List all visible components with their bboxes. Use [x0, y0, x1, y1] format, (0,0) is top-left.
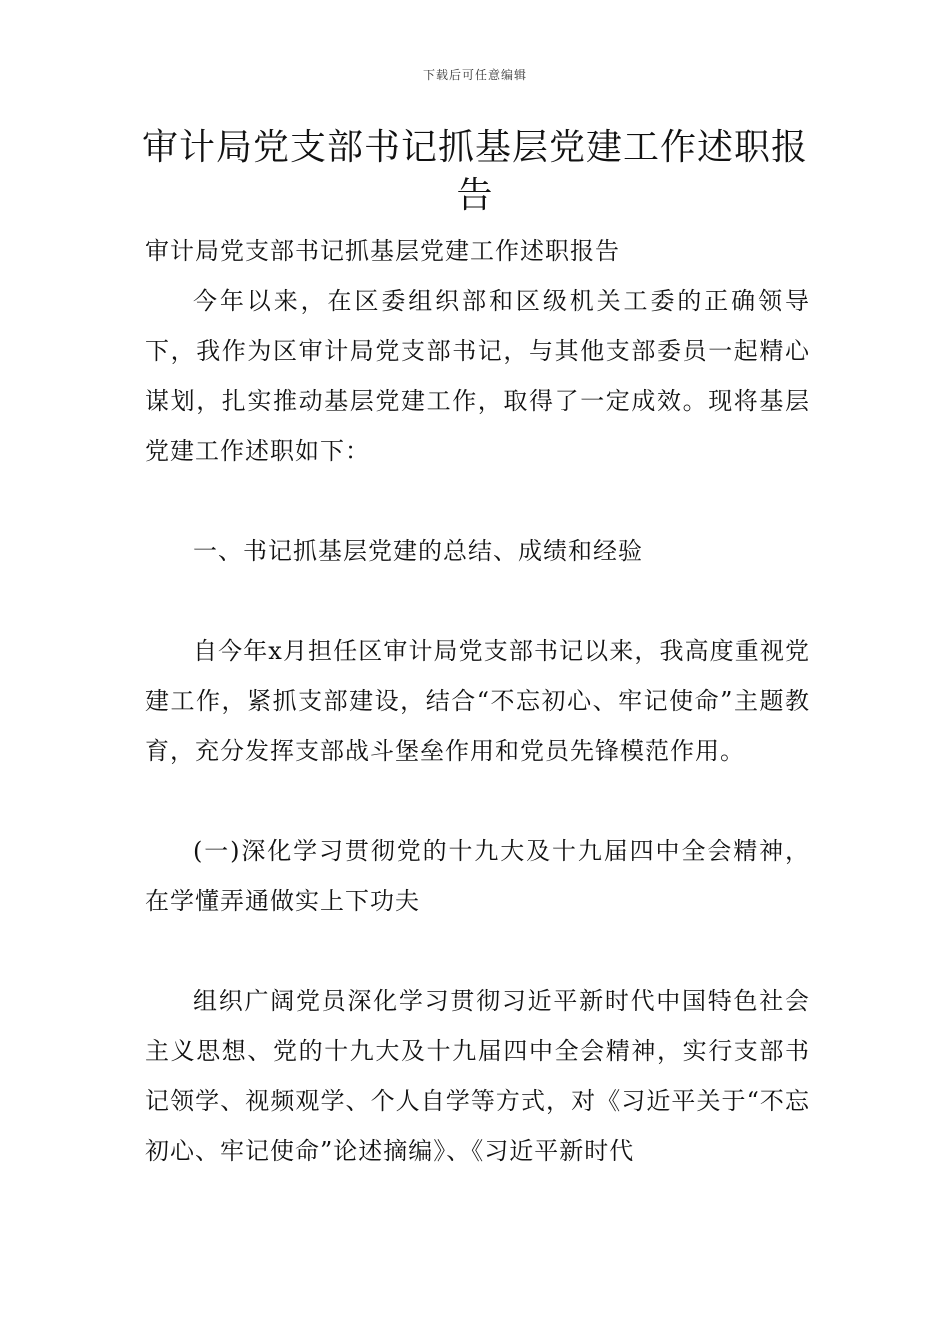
document-body: [145, 226, 810, 1176]
subsection-heading-1: (一)深化学习贯彻党的十九大及十九届四中全会精神，在学懂弄通做实上下功夫: [145, 837, 810, 915]
paragraph-gap: [145, 576, 810, 626]
section-heading-1: 一、书记抓基层党建的总结、成绩和经验: [193, 537, 643, 565]
intro-paragraph: 今年以来，在区委组织部和区级机关工委的正确领导下，我作为区审计局党支部书记，与其他支部委员一起精心谋划，扎实推动基层党建工作，取得了一定成效。现将基层党建工作述职如下：: [145, 287, 810, 465]
section-paragraph-1: 自今年x月担任区审计局党支部书记以来，我高度重视党建工作，紧抓支部建设，结合“不忘初心、牢记使命”主题教育，充分发挥支部战斗堡垒作用和党员先锋模范作用。: [145, 637, 810, 765]
header-note: 下载后可任意编辑: [422, 68, 527, 82]
subtitle-paragraph: 审计局党支部书记抓基层党建工作述职报告: [145, 237, 620, 265]
paragraph-gap: [145, 926, 810, 976]
subsection-paragraph-1: 组织广阔党员深化学习贯彻习近平新时代中国特色社会主义思想、党的十九大及十九届四中全会精神，实行支部书记领学、视频观学、个人自学等方式，对《习近平关于“不忘初心、牢记使命”论述摘编》、《习近平新时代: [145, 987, 810, 1165]
document-title: 审计局党支部书记抓基层党建工作述职报告: [141, 127, 808, 216]
paragraph-gap: [145, 476, 810, 526]
paragraph-gap: [145, 776, 810, 826]
